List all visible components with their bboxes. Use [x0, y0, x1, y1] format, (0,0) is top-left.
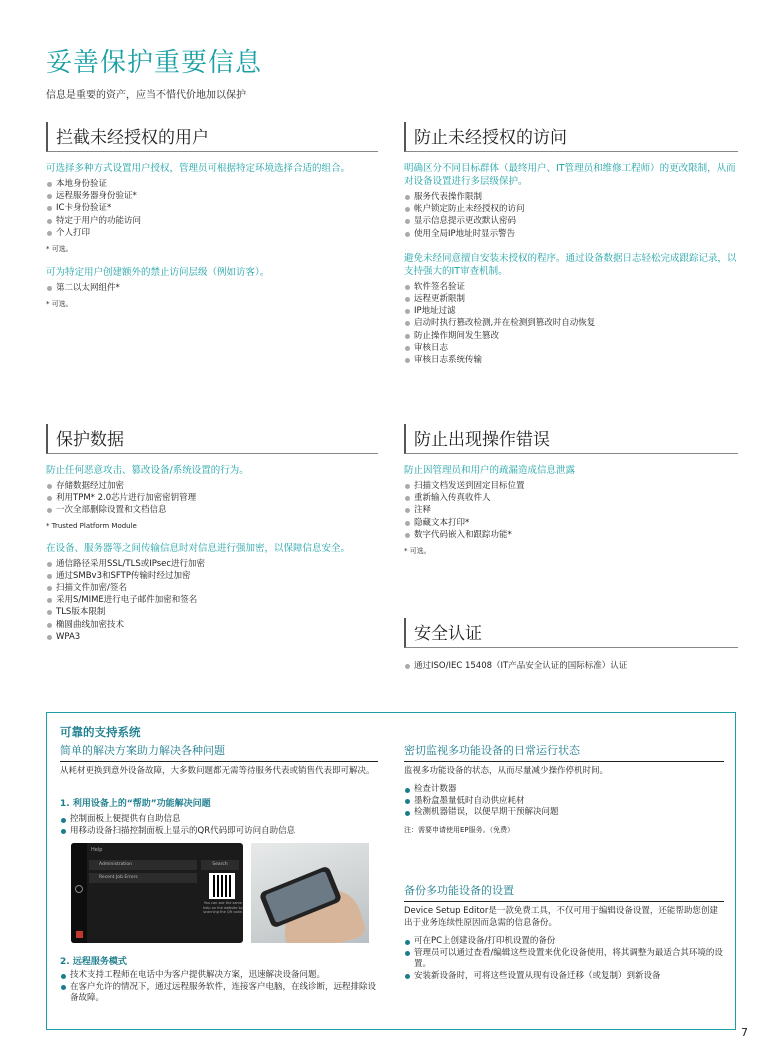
support-right-heading-1: 密切监视多功能设备的日常运行状态: [404, 742, 724, 762]
home-icon: [75, 885, 83, 893]
list-item: 显示信息提示更改默认密码: [404, 215, 738, 227]
section-heading: 安全认证: [404, 618, 738, 648]
list-item: 控制面板上便提供有自助信息: [60, 814, 378, 826]
section-lead: 可选择多种方式设置用户授权，管理员可根据特定环境选择合适的组合。: [46, 163, 351, 174]
bullet-list: [46, 178, 378, 239]
help-search: Search: [201, 860, 239, 870]
list-item: 安装新设备时，可将这些设置从现有设备迁移（或复制）到新设备: [404, 971, 724, 983]
list-item: 技术支持工程师在电话中为客户提供解决方案，迅速解决设备问题。: [60, 970, 378, 982]
section-unauthorized-users: [46, 122, 378, 309]
section-lead: 防止因管理员和用户的疏漏造成信息泄露: [404, 465, 576, 476]
section-lead: 防止任何恶意攻击、篡改设备/系统设置的行为。: [46, 465, 249, 476]
section-lead: 可为特定用户创建额外的禁止访问层级（例如访客）。: [46, 267, 270, 279]
support-sub1: 1. 利用设备上的“帮助”功能解决问题: [60, 799, 211, 809]
list-item: 服务代表操作限制: [404, 191, 738, 203]
section-heading: 保护数据: [46, 424, 378, 454]
help-row-administration: Administration: [89, 860, 197, 870]
support-title: 可靠的支持系统: [60, 725, 141, 739]
list-item: IC卡身份验证*: [46, 202, 378, 214]
mobile-phone-photo: [251, 843, 369, 943]
footnote: * 可选。: [46, 300, 73, 309]
list-item: 防止操作期间发生篡改: [404, 330, 738, 342]
section-lead: 避免未经同意擅自安装未授权的程序。通过设备数据日志轻松完成跟踪记录，以支持强大的IT审查机制。: [404, 252, 737, 277]
help-row-recent-errors: Recent Job Errors: [89, 873, 197, 883]
list-item: 注释: [404, 504, 738, 516]
support-right-text-1: 监视多功能设备的状态，从而尽量减少操作停机时间。: [404, 766, 609, 776]
list-item: 重新输入传真收件人: [404, 492, 738, 504]
list-item: 审核日志: [404, 342, 738, 354]
page-title: 妥善保护重要信息: [46, 48, 263, 78]
list-item: 软件签名验证: [404, 281, 738, 293]
list-item: WPA3: [46, 631, 378, 643]
list-item: 扫描文档发送到固定目标位置: [404, 480, 738, 492]
list-item: 用移动设备扫描控制面板上显示的QR代码即可访问自助信息: [60, 826, 378, 838]
list-item: 审核日志系统传输: [404, 354, 738, 366]
list-item: 隐藏文本打印*: [404, 517, 738, 529]
section-lead: 在设备、服务器等之间传输信息时对信息进行强加密，以保障信息安全。: [46, 542, 351, 554]
control-panel-screenshot: [71, 843, 243, 943]
list-item: 通过ISO/IEC 15408（IT产品安全认证的国际标准）认证: [404, 660, 738, 672]
bullet-list: [60, 814, 378, 837]
section-unauthorized-access: [404, 122, 738, 366]
list-item: 管理员可以通过查看/编辑这些设置来优化设备使用，将其调整为最适合其环境的设置。: [404, 948, 724, 971]
stop-icon: [76, 931, 83, 938]
section-protect-data: [46, 424, 378, 643]
list-item: IP地址过滤: [404, 305, 738, 317]
list-item: 本地身份验证: [46, 178, 378, 190]
footnote: * 可选。: [404, 547, 431, 556]
qr-caption: You can see the same help on the website by scanning the QR code.: [203, 901, 243, 914]
qr-code-icon: [211, 875, 233, 897]
list-item: 一次全部删除设置和文档信息: [46, 504, 378, 516]
page-subtitle: 信息是重要的资产，应当不惜代价地加以保护: [46, 90, 246, 101]
support-sub2: 2. 远程服务模式: [60, 957, 127, 967]
list-item: 采用S/MIME进行电子邮件加密和签名: [46, 594, 378, 606]
bullet-list: [404, 191, 738, 240]
support-right-text-2: Device Setup Editor是一款免费工具，不仅可用于编辑设备设置，还能帮助您创建出于业务连续性原因而急需的信息备份。: [404, 906, 718, 928]
support-left-intro: 从耗材更换到意外设备故障，大多数问题都无需等待服务代表或销售代表即可解决。: [60, 766, 375, 776]
list-item: 远程服务器身份验证*: [46, 190, 378, 202]
list-item: 远程更新限制: [404, 293, 738, 305]
list-item: 启动时执行篡改检测,并在检测到篡改时自动恢复: [404, 317, 738, 329]
list-item: 特定于用户的功能访问: [46, 215, 378, 227]
bullet-list: [46, 480, 378, 517]
list-item: 帐户锁定防止未经授权的访问: [404, 203, 738, 215]
list-item: 利用TPM* 2.0芯片进行加密密钥管理: [46, 492, 378, 504]
footnote: * Trusted Platform Module: [46, 521, 137, 530]
list-item: 在客户允许的情况下，通过远程服务软件，连接客户电脑，在线诊断，远程排除设备故障。: [60, 982, 378, 1005]
bullet-list: [404, 281, 738, 366]
support-left-heading: 简单的解决方案助力解决各种问题: [60, 742, 378, 762]
panel-sidebar: [71, 843, 87, 943]
section-heading: 防止出现操作错误: [404, 424, 738, 454]
footnote: 注：需要申请使用EP服务。（免费）: [404, 826, 515, 834]
list-item: 存储数据经过加密: [46, 480, 378, 492]
section-prevent-errors: [404, 424, 738, 556]
bullet-list: [46, 558, 378, 643]
bullet-list: [404, 660, 738, 672]
list-item: 检测机器错误，以便早期干预解决问题: [404, 807, 724, 819]
list-item: 墨粉盒墨量低时自动供应耗材: [404, 796, 724, 808]
section-heading: 防止未经授权的访问: [404, 122, 738, 152]
list-item: 可在PC上创建设备/打印机设置的备份: [404, 936, 724, 948]
bullet-list: [404, 480, 738, 541]
help-label: Help: [91, 847, 103, 853]
list-item: 通信路径采用SSL/TLS或IPsec进行加密: [46, 558, 378, 570]
bullet-list: [46, 282, 378, 294]
support-right-heading-2: 备份多功能设备的设置: [404, 882, 724, 902]
bullet-list: [404, 936, 724, 982]
list-item: 椭圆曲线加密技术: [46, 619, 378, 631]
footnote: * 可选。: [46, 245, 73, 254]
section-certification: [404, 618, 738, 672]
list-item: 通过SMBv3和SFTP传输时经过加密: [46, 570, 378, 582]
list-item: 第二以太网组件*: [46, 282, 378, 294]
list-item: TLS版本限制: [46, 606, 378, 618]
page-number: 7: [741, 1026, 748, 1039]
list-item: 检查计数器: [404, 784, 724, 796]
list-item: 个人打印: [46, 227, 378, 239]
section-lead: 明确区分不同目标群体（最终用户、IT管理员和维修工程师）的更改限制，从而对设备设置进行多层级保护。: [404, 163, 736, 187]
bullet-list: [60, 970, 378, 1005]
list-item: 扫描文件加密/签名: [46, 582, 378, 594]
list-item: 数字代码嵌入和跟踪功能*: [404, 529, 738, 541]
list-item: 使用全局IP地址时显示警告: [404, 228, 738, 240]
section-heading: 拦截未经授权的用户: [46, 122, 378, 152]
bullet-list: [404, 784, 724, 819]
